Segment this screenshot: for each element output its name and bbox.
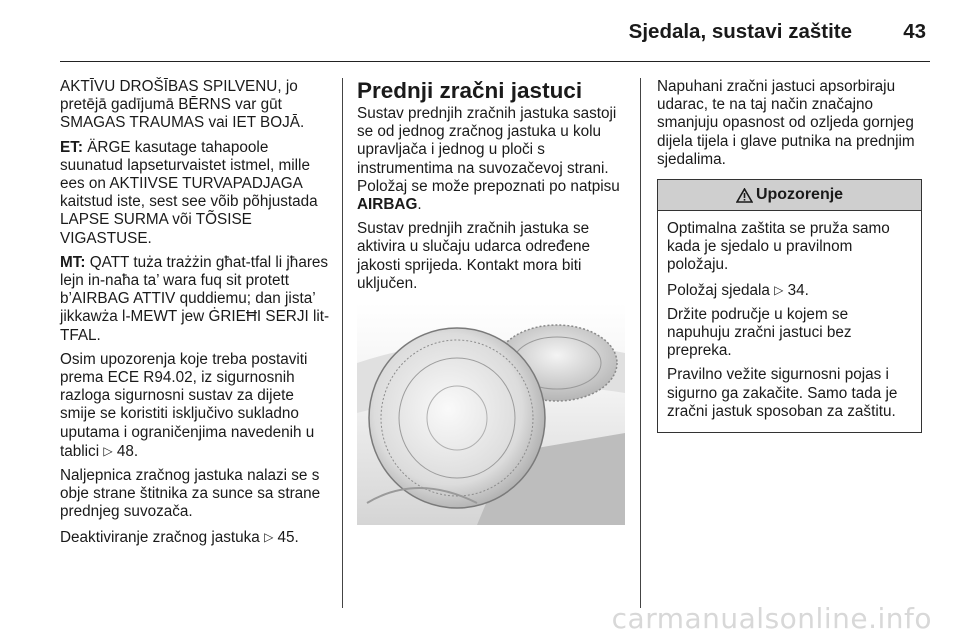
warning-body bbox=[658, 211, 921, 432]
seat-page-ref[interactable]: 34. bbox=[787, 281, 809, 299]
column-divider bbox=[342, 78, 343, 608]
system-text: Sustav prednjih zračnih jastuka sastoji se od jednog zračnog jastuka u kolu upravljača i jednog u ploči s instrumentima na suvozačevoj strani. Položaj se može prepoznati po natpisu bbox=[357, 105, 620, 195]
reference-arrow-icon: ▷ bbox=[264, 529, 274, 544]
warning-header bbox=[658, 180, 921, 211]
column-right bbox=[657, 78, 930, 433]
deactivation-page-ref[interactable]: 45. bbox=[277, 528, 299, 546]
page-number: 43 bbox=[903, 20, 926, 43]
seat-ref-text: Položaj sjedala bbox=[667, 281, 770, 299]
warning-paragraph-seat-position: Optimalna zaštita se pruža samo kada je sjedalo u pravilnom položaju. bbox=[667, 220, 890, 274]
column-divider bbox=[640, 78, 641, 608]
warning-paragraph-seatbelt: Pravilno vežite sigurnosni pojas i sigurno ga zakačite. Samo tada je zračni jastuk sposoban za zaštitu. bbox=[667, 366, 898, 420]
lang-label-et: ET: bbox=[60, 138, 83, 156]
warning-paragraph-obstacles: Držite područje u kojem se napuhuju zračni jastuci bez prepreka. bbox=[667, 305, 852, 360]
column-left bbox=[60, 78, 332, 553]
section-heading: Prednji zračni jastuci bbox=[357, 78, 583, 103]
reference-arrow-icon: ▷ bbox=[103, 443, 113, 458]
lang-label-mt: MT: bbox=[60, 253, 86, 271]
page-header bbox=[0, 0, 960, 62]
header-rule bbox=[60, 61, 930, 62]
ece-page-ref[interactable]: 48. bbox=[116, 442, 139, 460]
paragraph-ece bbox=[60, 351, 332, 461]
warning-paragraph-seat-ref bbox=[667, 281, 912, 300]
paragraph-deactivation bbox=[60, 528, 332, 547]
mt-text: QATT tuża trażżin għat-tfal li jħares lejn in-naħa ta’ wara fuq sit protett b’AIRBAG ATTIV quddiemu; dan jista’ jikkawża l-MEWT jew ĠRIEĦI SERJI lit-TFAL. bbox=[60, 253, 330, 344]
warning-title: Upozorenje bbox=[755, 185, 844, 203]
airbag-illustration bbox=[357, 303, 625, 525]
sentence-end: . bbox=[417, 196, 422, 214]
paragraph-mt-warning bbox=[60, 254, 332, 345]
watermark: carmanualsonline.info bbox=[611, 602, 932, 635]
paragraph-inflated-airbags: Napuhani zračni jastuci apsorbiraju udarac, te na taj način značajno smanjuju opasnost od ozljeda gornjeg dijela tijela i glave putnika na prednjim sjedalima. bbox=[657, 78, 915, 168]
paragraph-label-location: Naljepnica zračnog jastuka nalazi se s obje strane štitnika za sunce sa strane prednjeg suvozača. bbox=[60, 467, 321, 521]
paragraph-et-warning bbox=[60, 139, 332, 248]
warning-box bbox=[657, 179, 922, 433]
ece-text: Osim upozorenja koje treba postaviti prema ECE R94.02, iz sigurnosnih razloga sigurnosni sustav za dijete smije se koristiti isključivo sukladno uputama i ograničenjima navedenih u tablici bbox=[60, 350, 315, 460]
airbag-label: AIRBAG bbox=[357, 196, 418, 214]
driver-airbag bbox=[369, 328, 545, 508]
paragraph-lv-warning: AKTĪVU DROŠĪBAS SPILVENU, jo pretējā gadījumā BĒRNS var gūt SMAGAS TRAUMAS vai IET BOJĀ. bbox=[60, 78, 305, 132]
warning-triangle-icon bbox=[736, 188, 753, 203]
et-text: ÄRGE kasutage tahapoole suunatud lapseturvaistet istmel, mille ees on AKTIIVSE TURVAPADJAGA kaitstud iste, sest see võib põhjustada LAPSE SURMA või TÕSISE VIGASTUSE. bbox=[60, 138, 318, 247]
paragraph-activation: Sustav prednjih zračnih jastuka se aktivira u slučaju udarca određene jakosti sprijeda. Kontakt mora biti uključen. bbox=[357, 220, 590, 292]
reference-arrow-icon: ▷ bbox=[774, 282, 784, 297]
column-middle bbox=[357, 78, 627, 530]
paragraph-system-description bbox=[357, 105, 627, 214]
section-title: Sjedala, sustavi zaštite bbox=[628, 20, 852, 43]
deactivation-text: Deaktiviranje zračnog jastuka bbox=[60, 528, 260, 546]
